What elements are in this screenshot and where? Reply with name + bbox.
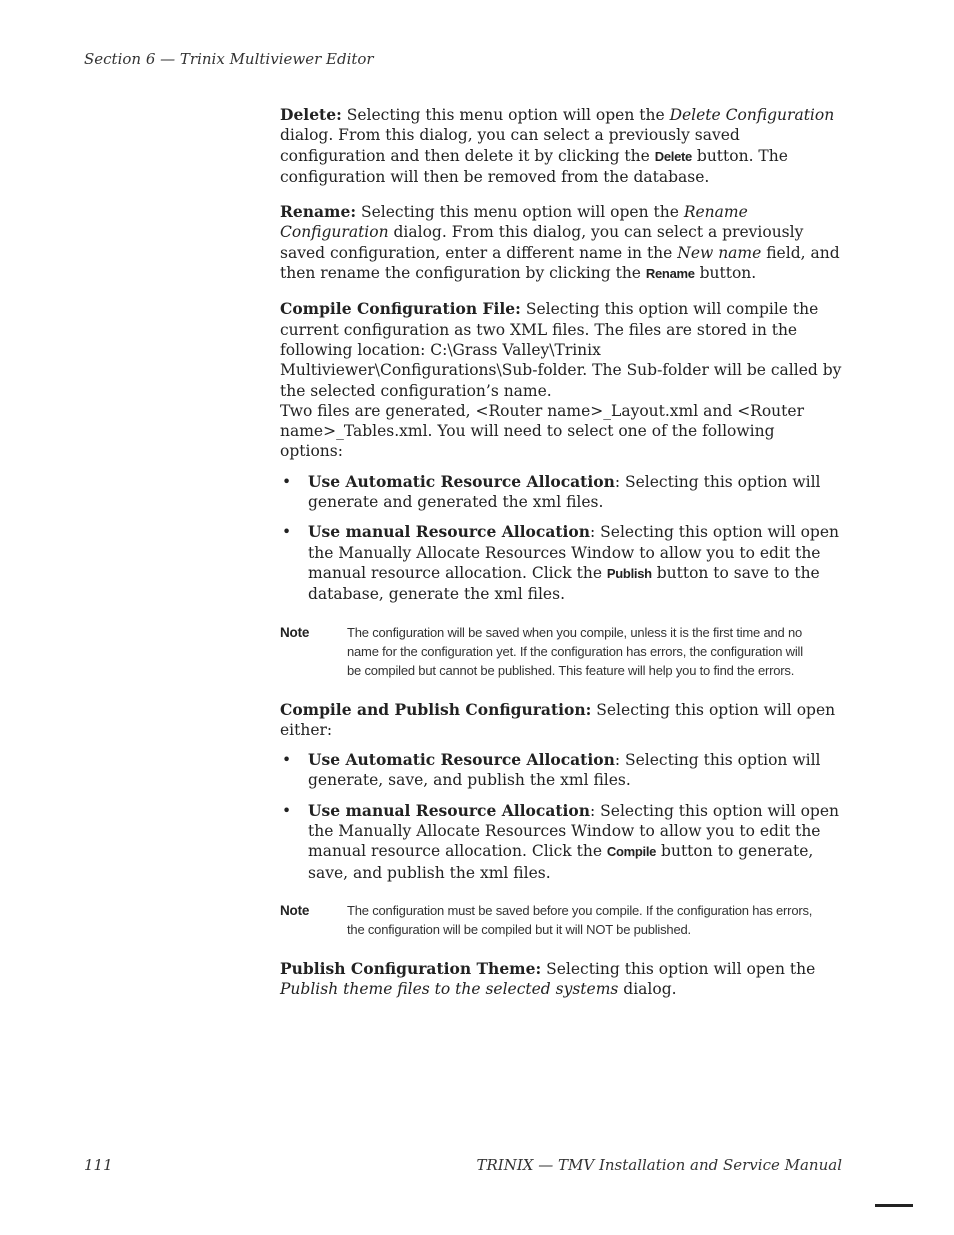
delete-dialog-name: Delete Configuration bbox=[669, 106, 835, 124]
bullet-icon: • bbox=[282, 523, 292, 542]
rename-button-ref: Rename bbox=[645, 266, 695, 282]
new-name-field-ref: New name bbox=[677, 243, 762, 262]
list-item: • Use manual Resource Allocation: Selecting this option will open the Manually Allocate Resources Window to allow you to edit the manual resource allocation. Click the Publish button to save to the database, generate the xml files. bbox=[282, 522, 840, 604]
bullet-icon: • bbox=[282, 801, 292, 820]
note-label: Note bbox=[280, 624, 310, 640]
note-text: The configuration will be saved when you compile, unless it is the first time and no name for the configuration yet. If the configuration has errors, the configuration will be compiled but cannot be published. This feature will help you to find the errors. bbox=[347, 624, 803, 678]
compile-paragraph: Compile Configuration File: Selecting this option will compile the current configuration as two XML files. The files are stored in the following location: C:\Grass Valley\Trinix Multiviewer\Configurations\Sub-folder. The Sub-folder will be called by the selected configuration’s name. Two files are generated, <Router name>_Layout.xml and <Router name>_Tables.xml. You will need to select one of the following options: bbox=[280, 299, 842, 461]
rename-term: Rename: bbox=[280, 202, 357, 222]
main-content bbox=[280, 105, 842, 1015]
running-header: Section 6 — Trinix Multiviewer Editor bbox=[84, 50, 374, 68]
publish-theme-term: Publish Configuration Theme: bbox=[280, 958, 542, 978]
manual-title: TRINIX — TMV Installation and Service Manual bbox=[476, 1156, 842, 1174]
note-label: Note bbox=[280, 902, 310, 918]
rename-paragraph: Rename: Selecting this menu option will open the Rename Configuration dialog. From this dialog, you can select a previously saved configuration, enter a different name in the New name field, and then rename the configuration by clicking the Rename button. bbox=[280, 202, 840, 283]
delete-term: Delete: bbox=[280, 105, 342, 124]
bullet-icon: • bbox=[282, 751, 292, 770]
compile-term: Compile Configuration File: bbox=[280, 299, 521, 319]
list-item: • Use Automatic Resource Allocation: Selecting this option will generate and generated the xml files. bbox=[282, 471, 821, 512]
note-text: The configuration must be saved before you compile. If the configuration has errors, the configuration will be compiled but it will NOT be published. bbox=[347, 902, 813, 937]
compile-publish-term: Compile and Publish Configuration: bbox=[280, 699, 592, 719]
bullet-icon: • bbox=[282, 472, 292, 491]
list-item: • Use manual Resource Allocation: Selecting this option will open the Manually Allocate Resources Window to allow you to edit the manual resource allocation. Click the Compile button to generate, save, and publish the xml files. bbox=[282, 800, 840, 882]
page-number: 111 bbox=[84, 1156, 113, 1174]
publish-theme-paragraph: Publish Configuration Theme: Selecting this option will open the Publish theme files to the selected systems dialog. bbox=[280, 958, 816, 999]
rename-dialog-name: Rename Configuration bbox=[280, 203, 748, 242]
publish-theme-dialog-name: Publish theme files to the selected systems bbox=[280, 980, 619, 999]
compile-publish-paragraph: Compile and Publish Configuration: Selecting this option will open either: bbox=[280, 699, 836, 739]
note-block bbox=[280, 901, 842, 939]
note-block bbox=[280, 623, 842, 680]
delete-button-ref: Delete bbox=[654, 148, 692, 164]
compile-button-ref: Compile bbox=[606, 844, 657, 860]
delete-paragraph: Delete: Selecting this menu option will open the Delete Configuration dialog. From this dialog, you can select a previously saved configuration and then delete it by clicking the Delete button. The configuration will then be removed from the database. bbox=[280, 105, 835, 186]
publish-button-ref: Publish bbox=[606, 565, 652, 581]
footer-rule bbox=[875, 1204, 913, 1207]
list-item: • Use Automatic Resource Allocation: Selecting this option will generate, save, and publish the xml files. bbox=[282, 750, 821, 790]
